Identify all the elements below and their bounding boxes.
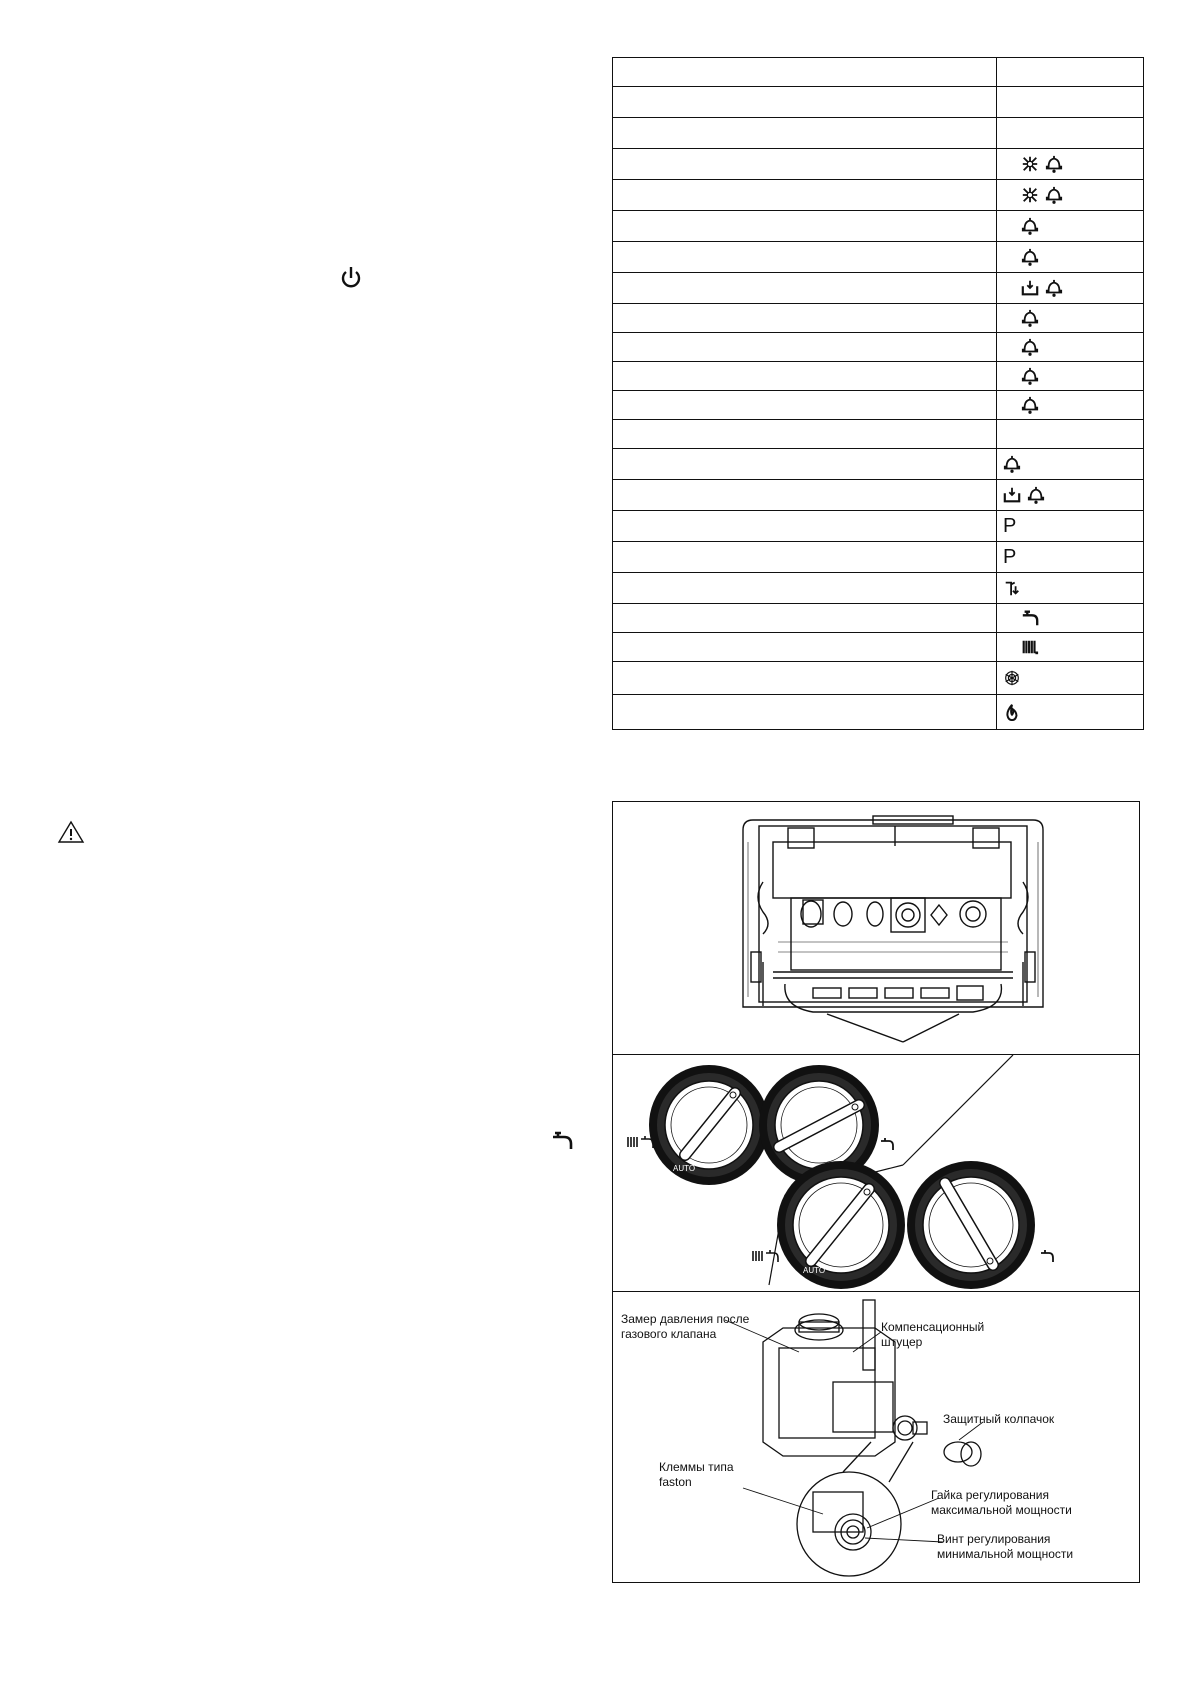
status-description-cell xyxy=(613,149,997,180)
status-description-cell xyxy=(613,542,997,573)
status-row xyxy=(613,149,1144,180)
status-description-cell xyxy=(613,480,997,511)
status-table xyxy=(612,57,1144,730)
status-symbol-cell xyxy=(997,149,1144,180)
heating-dhw-icon xyxy=(628,1136,653,1148)
status-description-cell xyxy=(613,118,997,149)
status-row xyxy=(613,480,1144,511)
bell-icon xyxy=(1003,455,1021,473)
callout-protective-cap: Защитный колпачок xyxy=(943,1412,1055,1426)
flame-icon xyxy=(1003,703,1021,721)
status-description-cell xyxy=(613,573,997,604)
status-description-cell xyxy=(613,304,997,333)
status-row xyxy=(613,304,1144,333)
selector-knobs xyxy=(613,1055,1139,1292)
status-row xyxy=(613,242,1144,273)
status-symbol-cell xyxy=(997,480,1144,511)
knob-dhw-2 xyxy=(907,1161,1035,1289)
bell-icon xyxy=(1021,217,1039,235)
status-row xyxy=(613,180,1144,211)
status-symbol-cell xyxy=(997,242,1144,273)
status-symbol-cell xyxy=(997,118,1144,149)
fan-cross-icon xyxy=(1021,186,1039,204)
bell-icon xyxy=(1045,155,1063,173)
status-description-cell xyxy=(613,391,997,420)
power-icon xyxy=(340,266,362,290)
status-description-cell xyxy=(613,695,997,730)
status-symbol-cell xyxy=(997,58,1144,87)
status-row xyxy=(613,449,1144,480)
status-row xyxy=(613,633,1144,662)
bell-icon xyxy=(1021,396,1039,414)
svg-text:AUTO: AUTO xyxy=(673,1164,696,1173)
figure-panel xyxy=(612,801,1140,1583)
pressure-symbol: P xyxy=(1003,515,1017,537)
status-description-cell xyxy=(613,662,997,695)
status-symbol-cell xyxy=(997,211,1144,242)
status-row xyxy=(613,695,1144,730)
status-symbol-cell xyxy=(997,573,1144,604)
status-row xyxy=(613,273,1144,304)
tap-icon xyxy=(550,1130,576,1152)
status-symbol-cell xyxy=(997,333,1144,362)
status-description-cell xyxy=(613,87,997,118)
svg-text:AUTO: AUTO xyxy=(803,1266,826,1275)
status-symbol-cell xyxy=(997,695,1144,730)
status-description-cell xyxy=(613,211,997,242)
callout-pressure-after-valve: Замер давления после газового клапана xyxy=(621,1312,750,1341)
status-symbol-cell xyxy=(997,362,1144,391)
status-symbol-cell xyxy=(997,180,1144,211)
warning-icon xyxy=(57,820,85,844)
status-row xyxy=(613,391,1144,420)
status-symbol-cell xyxy=(997,511,1144,542)
status-symbol-cell xyxy=(997,420,1144,449)
status-description-cell xyxy=(613,58,997,87)
pressure-symbol: P xyxy=(1003,546,1017,568)
bell-icon xyxy=(1021,338,1039,356)
status-row xyxy=(613,420,1144,449)
status-row xyxy=(613,511,1144,542)
status-description-cell xyxy=(613,420,997,449)
status-row xyxy=(613,87,1144,118)
callout-max-power-nut: Гайка регулирования максимальной мощности xyxy=(931,1488,1072,1517)
tap-icon xyxy=(1041,1250,1053,1262)
radiator-icon xyxy=(1021,638,1039,656)
tap-icon xyxy=(1021,609,1039,627)
knob-heating-dhw xyxy=(649,1065,769,1185)
fan-cross-icon xyxy=(1021,155,1039,173)
status-symbol-cell xyxy=(997,273,1144,304)
water-fill-icon xyxy=(1021,279,1039,297)
status-symbol-cell xyxy=(997,304,1144,333)
bell-icon xyxy=(1021,367,1039,385)
status-symbol-cell xyxy=(997,604,1144,633)
bell-icon xyxy=(1021,309,1039,327)
callout-faston-terminals: Клеммы типа faston xyxy=(659,1460,734,1489)
status-description-cell xyxy=(613,604,997,633)
boiler-front-view xyxy=(613,802,1139,1055)
status-row xyxy=(613,573,1144,604)
callout-compensation-fitting: Компенсационный штуцер xyxy=(881,1320,985,1349)
status-row xyxy=(613,118,1144,149)
status-description-cell xyxy=(613,242,997,273)
status-description-cell xyxy=(613,180,997,211)
status-row xyxy=(613,211,1144,242)
bell-icon xyxy=(1027,486,1045,504)
status-row xyxy=(613,662,1144,695)
status-symbol-cell xyxy=(997,542,1144,573)
knob-heating-dhw-2 xyxy=(777,1161,905,1289)
status-description-cell xyxy=(613,449,997,480)
status-description-cell xyxy=(613,511,997,542)
status-row xyxy=(613,362,1144,391)
status-symbol-cell xyxy=(997,449,1144,480)
status-description-cell xyxy=(613,633,997,662)
status-row xyxy=(613,333,1144,362)
callout-min-power-screw: Винт регулирования минимальной мощности xyxy=(937,1532,1074,1561)
status-description-cell xyxy=(613,362,997,391)
water-fill-icon xyxy=(1003,486,1021,504)
status-row xyxy=(613,542,1144,573)
status-description-cell xyxy=(613,273,997,304)
bell-icon xyxy=(1021,248,1039,266)
gas-valve-diagram xyxy=(613,1292,1139,1582)
flue-icon xyxy=(1003,579,1021,597)
status-row xyxy=(613,58,1144,87)
tap-icon xyxy=(881,1138,893,1150)
status-symbol-cell xyxy=(997,633,1144,662)
status-symbol-cell xyxy=(997,87,1144,118)
status-description-cell xyxy=(613,333,997,362)
status-row xyxy=(613,604,1144,633)
bell-icon xyxy=(1045,186,1063,204)
status-symbol-cell xyxy=(997,391,1144,420)
status-symbol-cell xyxy=(997,662,1144,695)
bell-icon xyxy=(1045,279,1063,297)
snowflake-icon xyxy=(1003,669,1021,687)
